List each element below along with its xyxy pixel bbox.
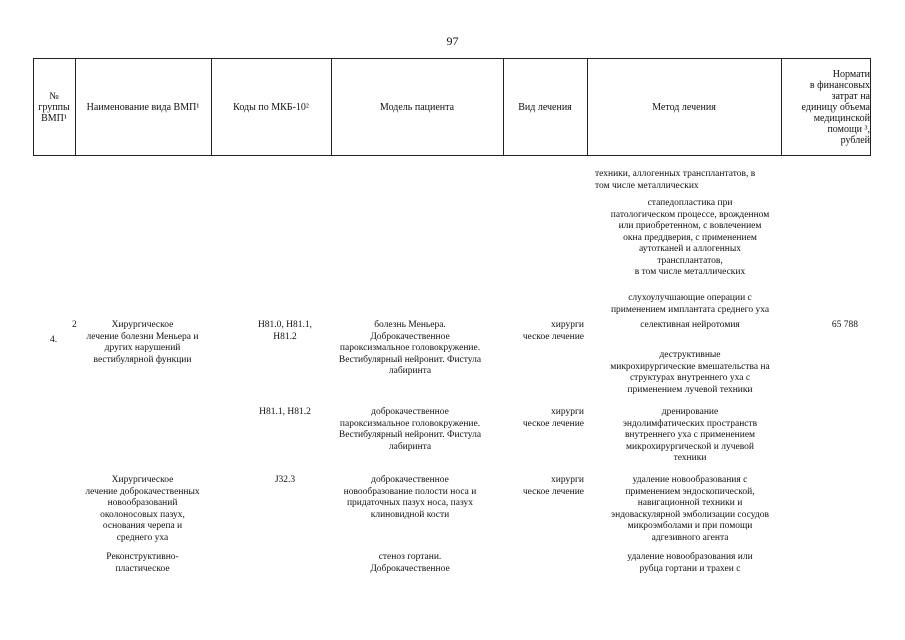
name-tumor: Хирургическое лечение доброкачественных новообразований околоносовых пазух, основания черепа и среднего уха — [85, 475, 200, 543]
header-type: Вид лечения — [518, 101, 572, 113]
treatment-type-1: хирурги ческое лечение — [522, 320, 584, 342]
page-number: 97 — [446, 34, 459, 48]
method-neurotomy: селективная нейротомия — [640, 320, 740, 330]
method-hearing-improvement: слухоулучшающие операции с применением имплантата среднего уха — [610, 293, 770, 315]
codes-bppv: H81.1, H81.2 — [259, 407, 311, 417]
codes-tumor: J32.3 — [274, 475, 296, 485]
norm-value: 65 788 — [831, 320, 858, 330]
name-reconstructive: Реконструктивно- пластическое — [106, 552, 179, 574]
model-larynx: стеноз гортани. Доброкачественное — [370, 552, 450, 574]
method-destructive: деструктивные микрохирургические вмешательства на структурах внутреннего уха с применением лучевой техники — [610, 350, 770, 395]
header-norm: Нормати в финансовых затрат на единицу объема медицинской помощи ³, рублей — [801, 68, 870, 146]
model-tumor: доброкачественное новообразование полости носа и придаточных пазух носа, пазух клиновидной кости — [343, 475, 477, 520]
table-header — [33, 58, 871, 156]
group-number: 2 — [72, 320, 77, 330]
model-bppv: доброкачественное пароксизмальное головокружение. Вестибулярный нейронит. Фистула лабиринта — [338, 407, 482, 452]
header-model: Модель пациента — [379, 101, 455, 113]
column-divider — [870, 59, 871, 155]
treatment-type-3: хирурги ческое лечение — [522, 475, 584, 497]
method-tumor-removal: удаление новообразования с применением эндоскопической, навигационной техники и эндоваскулярной эмболизации сосудов микроэмболами и при помощи адгезивного агента — [611, 475, 769, 543]
method-continuation: техники, аллогенных трансплантатов, в том числе металлических — [595, 169, 756, 191]
method-drainage: дренирование эндолимфатических пространств внутреннего уха с применением микрохирургической и лучевой техники — [622, 407, 758, 463]
method-larynx: удаление новообразования или рубца гортани и трахеи с — [627, 552, 753, 574]
model-vestibular: болезнь Меньера. Доброкачественное пароксизмальное головокружение. Вестибулярный нейронит. Фистула лабиринта — [338, 320, 482, 376]
codes-vestibular: H81.0, H81.1, H81.2 — [257, 320, 313, 342]
row-number: 4. — [50, 335, 58, 345]
method-stapedoplasty: стапедопластика при патологическом процессе, врожденном или приобретенном, с вовлечением окна преддверия, с применением аутотканей и аллогенных трансплантатов, в том числе металлических — [610, 198, 770, 277]
header-group: № группы ВМП¹ — [38, 90, 70, 124]
header-method: Метод лечения — [652, 101, 716, 113]
treatment-type-2: хирурги ческое лечение — [522, 407, 584, 429]
name-vestibular: Хирургическое лечение болезни Меньера и других нарушений вестибулярной функции — [86, 320, 199, 365]
header-codes: Коды по МКБ-10² — [233, 101, 309, 113]
header-name: Наименование вида ВМП¹ — [86, 101, 200, 113]
